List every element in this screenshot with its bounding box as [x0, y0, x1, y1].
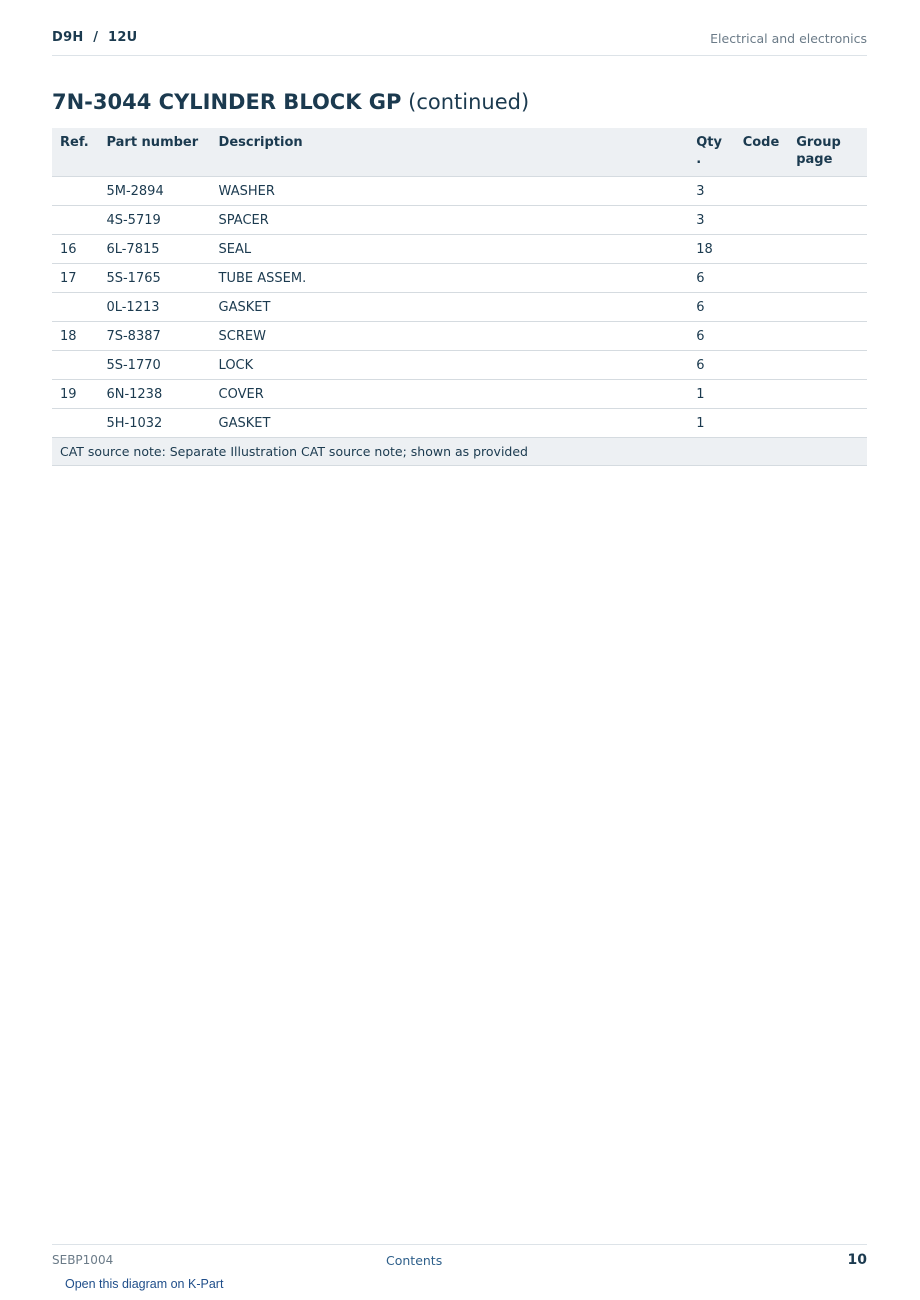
part-number-cell: 5H-1032: [98, 409, 210, 438]
continued-label: (continued): [408, 90, 530, 114]
ref-cell: 18: [52, 322, 98, 351]
open-kpart-link[interactable]: Open this diagram on K-Part: [65, 1277, 224, 1291]
qty-cell: 3: [688, 206, 734, 235]
table-row: [52, 409, 867, 438]
source-note: CAT source note: Separate Illustration CAT source note; shown as provided: [52, 438, 867, 466]
table-row: [52, 206, 867, 235]
code-cell: [735, 409, 789, 438]
group-page-cell: [788, 293, 867, 322]
table-row: [52, 235, 867, 264]
column-header-code: Code: [735, 128, 789, 177]
ref-cell: 16: [52, 235, 98, 264]
description-cell: SEAL: [211, 235, 689, 264]
group-page-cell: [788, 235, 867, 264]
table-row: [52, 351, 867, 380]
section-title: Electrical and electronics: [710, 31, 867, 46]
qty-cell: 18: [688, 235, 734, 264]
footer-divider: [52, 1244, 867, 1245]
column-header-group-page: Group page: [788, 128, 867, 177]
group-title: 7N-3044 CYLINDER BLOCK GP: [52, 90, 402, 114]
table-row: [52, 264, 867, 293]
part-number-cell: 5S-1765: [98, 264, 210, 293]
ref-cell: [52, 409, 98, 438]
table-row: [52, 322, 867, 351]
qty-cell: 3: [688, 177, 734, 206]
table-header-row: [52, 128, 867, 177]
group-page-cell: [788, 322, 867, 351]
document-id: SEBP1004: [52, 1253, 114, 1267]
code-cell: [735, 206, 789, 235]
column-header-part-number: Part number: [98, 128, 210, 177]
description-cell: WASHER: [211, 177, 689, 206]
page-number: 10: [847, 1252, 867, 1268]
part-number-cell: 6N-1238: [98, 380, 210, 409]
ref-cell: [52, 177, 98, 206]
column-header-ref: Ref.: [52, 128, 98, 177]
description-cell: GASKET: [211, 293, 689, 322]
column-header-description: Description: [211, 128, 689, 177]
page-header: [52, 28, 867, 56]
description-cell: GASKET: [211, 409, 689, 438]
ref-cell: 19: [52, 380, 98, 409]
part-number-cell: 6L-7815: [98, 235, 210, 264]
model-breadcrumb: D9H / 12U: [52, 30, 138, 45]
description-cell: LOCK: [211, 351, 689, 380]
part-number-cell: 5M-2894: [98, 177, 210, 206]
ref-cell: [52, 351, 98, 380]
ref-cell: [52, 206, 98, 235]
group-page-cell: [788, 409, 867, 438]
table-row: [52, 293, 867, 322]
group-page-cell: [788, 177, 867, 206]
code-cell: [735, 264, 789, 293]
qty-cell: 6: [688, 351, 734, 380]
source-note-row: [52, 438, 867, 466]
part-number-cell: 0L-1213: [98, 293, 210, 322]
description-cell: COVER: [211, 380, 689, 409]
qty-cell: 6: [688, 293, 734, 322]
part-number-cell: 4S-5719: [98, 206, 210, 235]
group-page-cell: [788, 351, 867, 380]
column-header-qty: Qty .: [688, 128, 734, 177]
code-cell: [735, 177, 789, 206]
contents-link[interactable]: Contents: [386, 1253, 443, 1268]
group-page-cell: [788, 264, 867, 293]
part-number-cell: 5S-1770: [98, 351, 210, 380]
description-cell: SPACER: [211, 206, 689, 235]
code-cell: [735, 380, 789, 409]
table-row: [52, 177, 867, 206]
parts-table: [52, 128, 867, 466]
qty-cell: 1: [688, 380, 734, 409]
qty-cell: 6: [688, 264, 734, 293]
table-row: [52, 380, 867, 409]
qty-cell: 6: [688, 322, 734, 351]
part-number-cell: 7S-8387: [98, 322, 210, 351]
ref-cell: 17: [52, 264, 98, 293]
group-page-cell: [788, 206, 867, 235]
code-cell: [735, 293, 789, 322]
group-page-cell: [788, 380, 867, 409]
description-cell: TUBE ASSEM.: [211, 264, 689, 293]
code-cell: [735, 235, 789, 264]
ref-cell: [52, 293, 98, 322]
description-cell: SCREW: [211, 322, 689, 351]
page-title: [52, 90, 529, 114]
qty-cell: 1: [688, 409, 734, 438]
code-cell: [735, 322, 789, 351]
code-cell: [735, 351, 789, 380]
